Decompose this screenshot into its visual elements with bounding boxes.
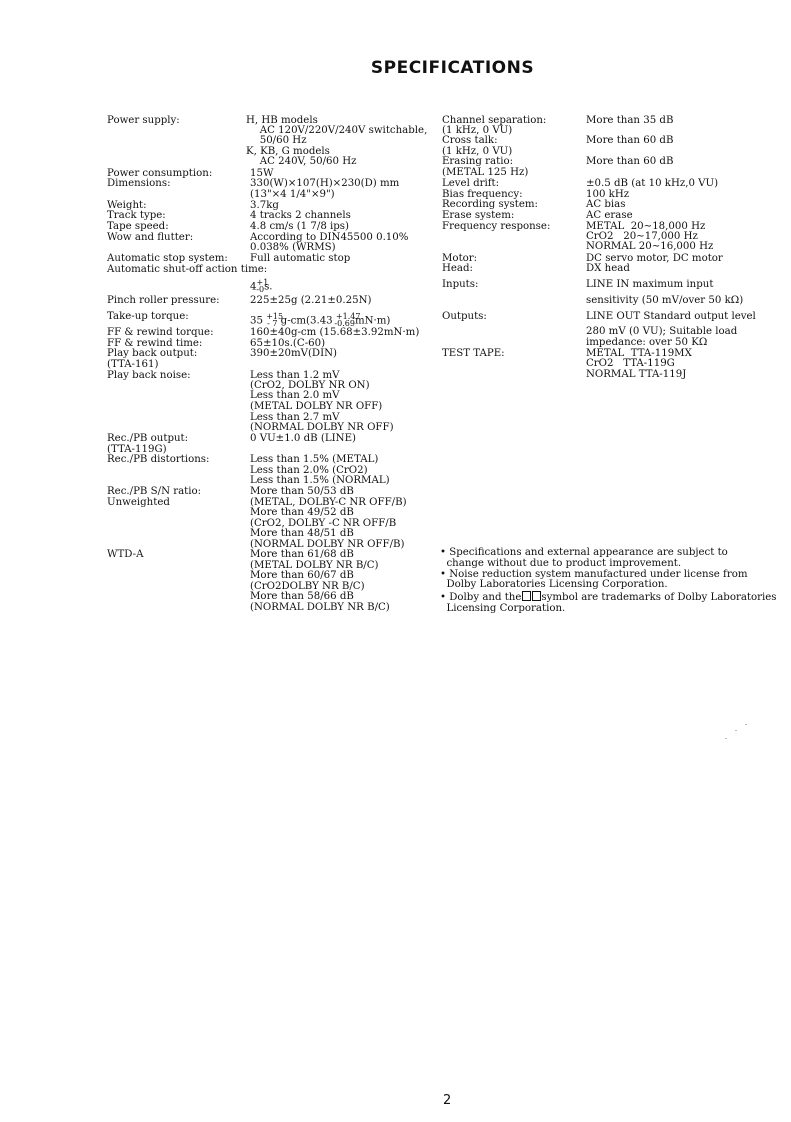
spec-label: Rec./PB distortions: bbox=[107, 454, 210, 465]
note-line: • Noise reduction system manufactured under license from bbox=[440, 568, 748, 580]
spec-label: Bias frequency: bbox=[442, 189, 523, 200]
spec-label: Frequency response: bbox=[442, 221, 551, 232]
spec-label: Dimensions: bbox=[107, 178, 171, 189]
spec-value: ±0.5 dB (at 10 kHz,0 VU) bbox=[586, 178, 719, 189]
dolby-double-d-icon bbox=[532, 591, 541, 601]
spec-label: Channel separation: bbox=[442, 115, 547, 126]
spec-label: Outputs: bbox=[442, 311, 487, 322]
spec-label: Play back output: bbox=[107, 348, 198, 359]
spec-value: METAL TTA-119MX bbox=[586, 348, 692, 359]
spec-value: More than 35 dB bbox=[586, 115, 674, 126]
spec-value: DC servo motor, DC motor bbox=[586, 253, 723, 264]
spec-value: 0 VU±1.0 dB (LINE) bbox=[250, 433, 356, 444]
spec-value: 4 tracks 2 channels bbox=[250, 210, 351, 221]
page-title: SPECIFICATIONS bbox=[370, 58, 535, 78]
spec-label: Take-up torque: bbox=[107, 311, 189, 322]
spec-value: 15W bbox=[250, 168, 274, 179]
takeup-torque-value: 35 $^{+15}_{- 7}$ g-cm(3.43 $^{+1.47}_{-0.69}$mN·m) bbox=[250, 312, 391, 329]
spec-value: 280 mV (0 VU); Suitable load bbox=[586, 326, 738, 337]
dolby-double-d-icon bbox=[522, 591, 531, 601]
spec-label: (TTA-161) bbox=[107, 359, 159, 370]
spec-value: 3.7kg bbox=[250, 200, 279, 211]
spec-value: Less than 1.5% (METAL) bbox=[250, 454, 379, 465]
spec-value: (CrO2, DOLBY -C NR OFF/B bbox=[250, 518, 397, 529]
spec-label: Head: bbox=[442, 263, 473, 274]
spec-label: Automatic stop system: bbox=[107, 253, 228, 264]
spec-value: (NORMAL DOLBY NR B/C) bbox=[250, 602, 390, 613]
spec-label: WTD-A bbox=[107, 549, 144, 560]
spec-value: More than 58/66 dB bbox=[250, 591, 354, 602]
spec-value: 160±40g-cm (15.68±3.92mN·m) bbox=[250, 327, 420, 338]
spec-label: TEST TAPE: bbox=[442, 348, 505, 359]
spec-label: Pinch roller pressure: bbox=[107, 295, 220, 306]
shutoff-time-value: $4^{+1}_{-0}s$. bbox=[250, 278, 273, 295]
spec-label: Power consumption: bbox=[107, 168, 213, 179]
spec-value: More than 48/51 dB bbox=[250, 528, 354, 539]
spec-label: FF & rewind torque: bbox=[107, 327, 214, 338]
spec-value: AC 120V/220V/240V switchable, bbox=[250, 125, 428, 136]
spec-value: NORMAL 20∼16,000 Hz bbox=[586, 241, 714, 252]
scan-speck bbox=[725, 738, 727, 739]
spec-value: 225±25g (2.21±0.25N) bbox=[250, 295, 372, 306]
spec-value: More than 61/68 dB bbox=[250, 549, 354, 560]
spec-value: CrO2 TTA-119G bbox=[586, 358, 675, 369]
spec-value: Full automatic stop bbox=[250, 253, 351, 264]
note-line: • Specifications and external appearance are subject to bbox=[440, 547, 728, 558]
spec-value: More than 60 dB bbox=[586, 135, 674, 146]
spec-label: Power supply: bbox=[107, 115, 180, 126]
note-text: symbol are trademarks of Dolby Laboratories bbox=[541, 592, 777, 604]
spec-value: DX head bbox=[586, 263, 630, 274]
spec-label: Wow and flutter: bbox=[107, 232, 194, 243]
note-line: Licensing Corporation. bbox=[440, 602, 566, 614]
page-number: 2 bbox=[443, 1093, 452, 1108]
spec-label: Automatic shut-off action time: bbox=[107, 264, 268, 275]
spec-value: More than 49/52 dB bbox=[250, 507, 354, 518]
spec-label: Recording system: bbox=[442, 199, 538, 210]
spec-label: Track type: bbox=[107, 210, 166, 221]
note-text: • Dolby and the bbox=[440, 592, 522, 604]
spec-label: Rec./PB S/N ratio: bbox=[107, 486, 202, 497]
spec-value: 50/60 Hz bbox=[250, 135, 307, 146]
spec-value: (NORMAL DOLBY NR OFF) bbox=[250, 422, 394, 433]
spec-value: K, KB, G models bbox=[246, 146, 330, 157]
spec-label: Erasing ratio: bbox=[442, 156, 514, 167]
spec-value: (METAL, DOLBY-C NR OFF/B) bbox=[250, 497, 407, 508]
note-line: Dolby Laboratories Licensing Corporation. bbox=[440, 579, 668, 591]
spec-label: Level drift: bbox=[442, 178, 500, 189]
spec-value: 390±20mV(DIN) bbox=[250, 348, 338, 359]
spec-value: impedance: over 50 KΩ bbox=[586, 337, 708, 348]
notes-block bbox=[440, 548, 790, 615]
spec-label: (TTA-119G) bbox=[107, 444, 167, 455]
spec-label: Motor: bbox=[442, 253, 478, 264]
spec-value: CrO2 20∼17,000 Hz bbox=[586, 231, 698, 242]
spec-label: Tape speed: bbox=[107, 221, 169, 232]
spec-label: (1 kHz, 0 VU) bbox=[442, 125, 513, 136]
spec-value: 4.8 cm/s (1 7/8 ips) bbox=[250, 221, 350, 232]
spec-value: (METAL DOLBY NR OFF) bbox=[250, 401, 383, 412]
spec-value: (CrO2, DOLBY NR ON) bbox=[250, 380, 370, 391]
spec-value: AC erase bbox=[586, 210, 633, 221]
spec-value: (METAL DOLBY NR B/C) bbox=[250, 560, 379, 571]
spec-value: Less than 2.0% (CrO2) bbox=[250, 465, 368, 476]
spec-label: Unweighted bbox=[107, 497, 170, 508]
spec-value: Less than 1.5% (NORMAL) bbox=[250, 475, 390, 486]
spec-value: Less than 1.2 mV bbox=[250, 370, 340, 381]
spec-label: Rec./PB output: bbox=[107, 433, 189, 444]
note-line: change without due to product improvement. bbox=[440, 557, 682, 569]
spec-label: Erase system: bbox=[442, 210, 515, 221]
spec-label: (1 kHz, 0 VU) bbox=[442, 146, 513, 157]
spec-label: Cross talk: bbox=[442, 135, 498, 146]
spec-value: More than 50/53 dB bbox=[250, 486, 354, 497]
spec-label: Play back noise: bbox=[107, 370, 191, 381]
spec-value: AC 240V, 50/60 Hz bbox=[250, 156, 357, 167]
spec-value: sensitivity (50 mV/over 50 kΩ) bbox=[586, 295, 744, 306]
spec-value: Less than 2.0 mV bbox=[250, 390, 340, 401]
spec-value: 100 kHz bbox=[586, 189, 630, 200]
spec-value: Less than 2.7 mV bbox=[250, 412, 340, 423]
spec-value: LINE OUT Standard output level bbox=[586, 311, 756, 322]
spec-value: METAL 20∼18,000 Hz bbox=[586, 221, 706, 232]
spec-value: More than 60/67 dB bbox=[250, 570, 354, 581]
spec-value: 330(W)×107(H)×230(D) mm bbox=[250, 178, 400, 189]
spec-value: (NORMAL DOLBY NR OFF/B) bbox=[250, 539, 405, 550]
spec-value: H, HB models bbox=[246, 115, 318, 126]
spec-value: (CrO2DOLBY NR B/C) bbox=[250, 581, 365, 592]
spec-value: According to DIN45500 0.10% bbox=[250, 232, 409, 243]
spec-label: Inputs: bbox=[442, 279, 479, 290]
spec-value: (13"×4 1/4"×9") bbox=[250, 189, 335, 200]
spec-label: FF & rewind time: bbox=[107, 338, 203, 349]
scan-speck bbox=[735, 730, 737, 731]
spec-value: 0.038% (WRMS) bbox=[250, 242, 336, 253]
spec-value: 65±10s.(C-60) bbox=[250, 338, 326, 349]
scan-speck bbox=[745, 724, 747, 725]
spec-label: Weight: bbox=[107, 200, 147, 211]
spec-value: More than 60 dB bbox=[586, 156, 674, 167]
spec-value: AC bias bbox=[586, 199, 626, 210]
spec-value: NORMAL TTA-119J bbox=[586, 369, 687, 380]
spec-value: LINE IN maximum input bbox=[586, 279, 714, 290]
spec-label: (METAL 125 Hz) bbox=[442, 167, 529, 178]
